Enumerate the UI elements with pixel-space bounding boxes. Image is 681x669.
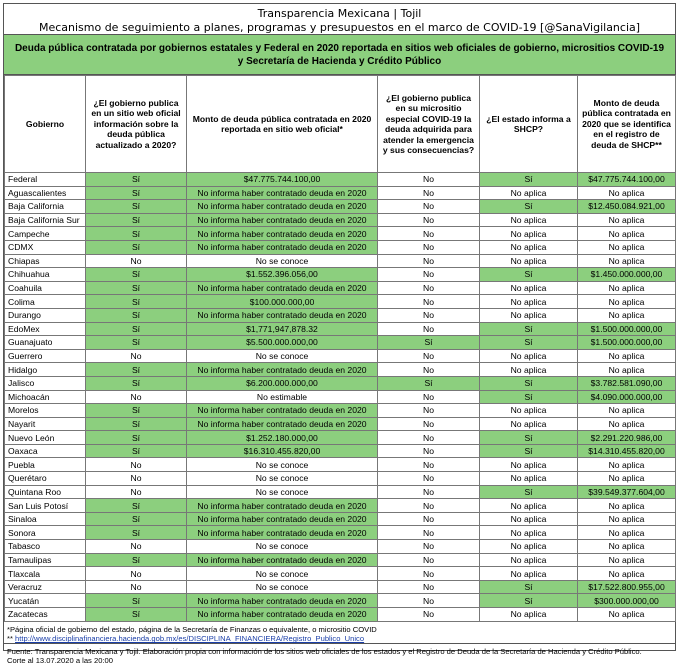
publica-web-cell: No bbox=[86, 472, 187, 486]
gobierno-cell: Durango bbox=[5, 308, 86, 322]
gobierno-cell: Querétaro bbox=[5, 472, 86, 486]
gobierno-cell: Coahuila bbox=[5, 281, 86, 295]
table-row bbox=[5, 213, 676, 227]
monto-web-cell: No informa haber contratado deuda en 2020 bbox=[187, 308, 378, 322]
gobierno-cell: Colima bbox=[5, 295, 86, 309]
informa-shcp-cell: Sí bbox=[480, 322, 578, 336]
publica-web-cell: Sí bbox=[86, 186, 187, 200]
monto-shcp-cell: No aplica bbox=[578, 240, 676, 254]
monto-shcp-cell: $1.500.000.000,00 bbox=[578, 336, 676, 350]
micrositio-cell: No bbox=[378, 254, 480, 268]
informa-shcp-cell: No aplica bbox=[480, 363, 578, 377]
micrositio-cell: No bbox=[378, 295, 480, 309]
publica-web-cell: Sí bbox=[86, 512, 187, 526]
informa-shcp-cell: No aplica bbox=[480, 567, 578, 581]
publica-web-cell: Sí bbox=[86, 526, 187, 540]
monto-shcp-cell: No aplica bbox=[578, 458, 676, 472]
source-line-1: Fuente: Transparencia Mexicana y Tojil. Elaboración propia con información de los sitios web oficiales de los estados y el Registro de Deuda de la Secretaría de Hacienda y Crédito Público. bbox=[7, 646, 642, 656]
micrositio-cell: No bbox=[378, 580, 480, 594]
table-row bbox=[5, 608, 676, 622]
monto-web-cell: No informa haber contratado deuda en 2020 bbox=[187, 499, 378, 513]
gobierno-cell: Tabasco bbox=[5, 540, 86, 554]
table-row bbox=[5, 404, 676, 418]
monto-web-cell: No se conoce bbox=[187, 349, 378, 363]
gobierno-cell: Oaxaca bbox=[5, 444, 86, 458]
table-row bbox=[5, 308, 676, 322]
monto-shcp-cell: No aplica bbox=[578, 567, 676, 581]
micrositio-cell: No bbox=[378, 417, 480, 431]
gobierno-cell: Morelos bbox=[5, 404, 86, 418]
publica-web-cell: Sí bbox=[86, 336, 187, 350]
micrositio-cell: No bbox=[378, 499, 480, 513]
footnotes bbox=[4, 622, 675, 643]
gobierno-cell: Tlaxcala bbox=[5, 567, 86, 581]
publica-web-cell: No bbox=[86, 349, 187, 363]
publica-web-cell: No bbox=[86, 567, 187, 581]
informa-shcp-cell: Sí bbox=[480, 580, 578, 594]
monto-web-cell: No informa haber contratado deuda en 2020 bbox=[187, 200, 378, 214]
micrositio-cell: No bbox=[378, 431, 480, 445]
table-row bbox=[5, 512, 676, 526]
table-row bbox=[5, 417, 676, 431]
table-row bbox=[5, 336, 676, 350]
micrositio-cell: No bbox=[378, 363, 480, 377]
monto-shcp-cell: $3.782.581.090,00 bbox=[578, 376, 676, 390]
informa-shcp-cell: No aplica bbox=[480, 404, 578, 418]
monto-shcp-cell: $47.775.744.100,00 bbox=[578, 173, 676, 187]
gobierno-cell: Michoacán bbox=[5, 390, 86, 404]
publica-web-cell: Sí bbox=[86, 281, 187, 295]
gobierno-cell: Yucatán bbox=[5, 594, 86, 608]
monto-shcp-cell: $1.450.000.000,00 bbox=[578, 268, 676, 282]
table-row bbox=[5, 444, 676, 458]
gobierno-cell: Sonora bbox=[5, 526, 86, 540]
monto-web-cell: No informa haber contratado deuda en 2020 bbox=[187, 512, 378, 526]
table-row bbox=[5, 499, 676, 513]
micrositio-cell: No bbox=[378, 349, 480, 363]
publica-web-cell: Sí bbox=[86, 295, 187, 309]
publica-web-cell: No bbox=[86, 254, 187, 268]
informa-shcp-cell: No aplica bbox=[480, 472, 578, 486]
monto-shcp-cell: No aplica bbox=[578, 213, 676, 227]
gobierno-cell: Veracruz bbox=[5, 580, 86, 594]
publica-web-cell: Sí bbox=[86, 227, 187, 241]
monto-shcp-cell: No aplica bbox=[578, 295, 676, 309]
monto-shcp-cell: No aplica bbox=[578, 540, 676, 554]
monto-shcp-cell: No aplica bbox=[578, 608, 676, 622]
informa-shcp-cell: No aplica bbox=[480, 499, 578, 513]
table-row bbox=[5, 200, 676, 214]
micrositio-cell: No bbox=[378, 553, 480, 567]
monto-shcp-cell: $2.291.220.986,00 bbox=[578, 431, 676, 445]
monto-web-cell: No se conoce bbox=[187, 458, 378, 472]
publica-web-cell: Sí bbox=[86, 431, 187, 445]
monto-shcp-cell: $1.500.000.000,00 bbox=[578, 322, 676, 336]
informa-shcp-cell: No aplica bbox=[480, 254, 578, 268]
gobierno-cell: EdoMex bbox=[5, 322, 86, 336]
informa-shcp-cell: No aplica bbox=[480, 213, 578, 227]
monto-web-cell: No estimable bbox=[187, 390, 378, 404]
gobierno-cell: Federal bbox=[5, 173, 86, 187]
micrositio-cell: No bbox=[378, 173, 480, 187]
column-header-publica-web: ¿El gobierno publica en un sitio web oficial información sobre la deuda pública actualizado a 2020? bbox=[86, 76, 187, 173]
monto-shcp-cell: No aplica bbox=[578, 281, 676, 295]
monto-web-cell: $16.310.455.820,00 bbox=[187, 444, 378, 458]
informa-shcp-cell: Sí bbox=[480, 444, 578, 458]
informa-shcp-cell: No aplica bbox=[480, 240, 578, 254]
informa-shcp-cell: Sí bbox=[480, 431, 578, 445]
table-header-row bbox=[5, 76, 676, 173]
gobierno-cell: Nuevo León bbox=[5, 431, 86, 445]
micrositio-cell: No bbox=[378, 567, 480, 581]
table-row bbox=[5, 227, 676, 241]
publica-web-cell: No bbox=[86, 485, 187, 499]
gobierno-cell: Guerrero bbox=[5, 349, 86, 363]
gobierno-cell: Hidalgo bbox=[5, 363, 86, 377]
monto-web-cell: No se conoce bbox=[187, 472, 378, 486]
table-row bbox=[5, 526, 676, 540]
publica-web-cell: Sí bbox=[86, 363, 187, 377]
table-row bbox=[5, 567, 676, 581]
monto-shcp-cell: No aplica bbox=[578, 526, 676, 540]
informa-shcp-cell: No aplica bbox=[480, 349, 578, 363]
monto-shcp-cell: No aplica bbox=[578, 254, 676, 268]
micrositio-cell: No bbox=[378, 281, 480, 295]
monto-web-cell: $1,771,947,878.32 bbox=[187, 322, 378, 336]
informa-shcp-cell: No aplica bbox=[480, 417, 578, 431]
gobierno-cell: Chihuahua bbox=[5, 268, 86, 282]
gobierno-cell: CDMX bbox=[5, 240, 86, 254]
monto-web-cell: No se conoce bbox=[187, 254, 378, 268]
informa-shcp-cell: Sí bbox=[480, 200, 578, 214]
monto-shcp-cell: No aplica bbox=[578, 417, 676, 431]
column-header-micrositio: ¿El gobierno publica en su micrositio especial COVID-19 la deuda adquirida para atender la emergencia y sus consecuencias? bbox=[378, 76, 480, 173]
micrositio-cell: No bbox=[378, 472, 480, 486]
informa-shcp-cell: Sí bbox=[480, 376, 578, 390]
gobierno-cell: Zacatecas bbox=[5, 608, 86, 622]
informa-shcp-cell: No aplica bbox=[480, 512, 578, 526]
informa-shcp-cell: No aplica bbox=[480, 308, 578, 322]
table-row bbox=[5, 349, 676, 363]
micrositio-cell: No bbox=[378, 540, 480, 554]
table-row bbox=[5, 472, 676, 486]
publica-web-cell: Sí bbox=[86, 444, 187, 458]
document-frame bbox=[3, 3, 676, 666]
informa-shcp-cell: No aplica bbox=[480, 458, 578, 472]
monto-shcp-cell: $39.549.377.604,00 bbox=[578, 485, 676, 499]
footnote-1: *Página oficial de gobierno del estado, página de la Secretaría de Finanzas o equivalente, o micrositio COVID bbox=[7, 624, 377, 634]
publica-web-cell: Sí bbox=[86, 322, 187, 336]
informa-shcp-cell: Sí bbox=[480, 173, 578, 187]
publica-web-cell: Sí bbox=[86, 404, 187, 418]
monto-web-cell: $47.775.744.100,00 bbox=[187, 173, 378, 187]
publica-web-cell: No bbox=[86, 580, 187, 594]
table-row bbox=[5, 186, 676, 200]
shcp-registry-link[interactable]: http://www.disciplinafinanciera.hacienda.gob.mx/es/DISCIPLINA_FINANCIERA/Registro_Publico_Unico bbox=[15, 634, 365, 644]
monto-web-cell: No informa haber contratado deuda en 2020 bbox=[187, 363, 378, 377]
publica-web-cell: Sí bbox=[86, 376, 187, 390]
gobierno-cell: Guanajuato bbox=[5, 336, 86, 350]
page-header bbox=[4, 4, 675, 35]
monto-shcp-cell: $300.000.000,00 bbox=[578, 594, 676, 608]
monto-web-cell: No informa haber contratado deuda en 2020 bbox=[187, 553, 378, 567]
monto-shcp-cell: No aplica bbox=[578, 472, 676, 486]
monto-web-cell: No informa haber contratado deuda en 2020 bbox=[187, 186, 378, 200]
monto-shcp-cell: No aplica bbox=[578, 186, 676, 200]
micrositio-cell: No bbox=[378, 608, 480, 622]
gobierno-cell: Chiapas bbox=[5, 254, 86, 268]
informa-shcp-cell: No aplica bbox=[480, 608, 578, 622]
table-row bbox=[5, 594, 676, 608]
monto-shcp-cell: No aplica bbox=[578, 363, 676, 377]
monto-web-cell: No informa haber contratado deuda en 2020 bbox=[187, 227, 378, 241]
monto-shcp-cell: $17.522.800.955,00 bbox=[578, 580, 676, 594]
monto-web-cell: No se conoce bbox=[187, 485, 378, 499]
informa-shcp-cell: No aplica bbox=[480, 281, 578, 295]
monto-web-cell: $1.252.180.000,00 bbox=[187, 431, 378, 445]
gobierno-cell: Baja California Sur bbox=[5, 213, 86, 227]
publica-web-cell: Sí bbox=[86, 417, 187, 431]
monto-web-cell: No informa haber contratado deuda en 2020 bbox=[187, 404, 378, 418]
informa-shcp-cell: No aplica bbox=[480, 553, 578, 567]
monto-shcp-cell: No aplica bbox=[578, 308, 676, 322]
debt-table bbox=[4, 75, 676, 622]
gobierno-cell: San Luis Potosí bbox=[5, 499, 86, 513]
micrositio-cell: No bbox=[378, 390, 480, 404]
source-note bbox=[4, 643, 675, 669]
micrositio-cell: No bbox=[378, 200, 480, 214]
publica-web-cell: Sí bbox=[86, 200, 187, 214]
monto-web-cell: $1.552.396.056,00 bbox=[187, 268, 378, 282]
monto-web-cell: No informa haber contratado deuda en 2020 bbox=[187, 213, 378, 227]
table-row bbox=[5, 240, 676, 254]
monto-web-cell: No informa haber contratado deuda en 2020 bbox=[187, 526, 378, 540]
publica-web-cell: No bbox=[86, 458, 187, 472]
monto-shcp-cell: $12.450.084.921,00 bbox=[578, 200, 676, 214]
monto-shcp-cell: No aplica bbox=[578, 499, 676, 513]
publica-web-cell: Sí bbox=[86, 499, 187, 513]
micrositio-cell: No bbox=[378, 512, 480, 526]
monto-web-cell: No informa haber contratado deuda en 2020 bbox=[187, 240, 378, 254]
monto-web-cell: No informa haber contratado deuda en 2020 bbox=[187, 281, 378, 295]
micrositio-cell: No bbox=[378, 268, 480, 282]
micrositio-cell: No bbox=[378, 485, 480, 499]
table-title: Deuda pública contratada por gobiernos estatales y Federal en 2020 reportada en sitios web oficiales de gobierno, micrositios COVID-19 y Secretaría de Hacienda y Crédito Público bbox=[4, 35, 675, 75]
informa-shcp-cell: No aplica bbox=[480, 540, 578, 554]
publica-web-cell: Sí bbox=[86, 173, 187, 187]
table-row bbox=[5, 322, 676, 336]
micrositio-cell: No bbox=[378, 213, 480, 227]
table-row bbox=[5, 458, 676, 472]
table-row bbox=[5, 254, 676, 268]
informa-shcp-cell: No aplica bbox=[480, 295, 578, 309]
monto-shcp-cell: No aplica bbox=[578, 553, 676, 567]
gobierno-cell: Sinaloa bbox=[5, 512, 86, 526]
header-line-2: Mecanismo de seguimiento a planes, programas y presupuestos en el marco de COVID-19 [@SanaVigilancia] bbox=[38, 21, 641, 34]
monto-shcp-cell: $14.310.455.820,00 bbox=[578, 444, 676, 458]
table-row bbox=[5, 295, 676, 309]
monto-web-cell: No se conoce bbox=[187, 540, 378, 554]
column-header-gobierno: Gobierno bbox=[5, 76, 86, 173]
micrositio-cell: No bbox=[378, 186, 480, 200]
informa-shcp-cell: No aplica bbox=[480, 227, 578, 241]
table-row bbox=[5, 173, 676, 187]
gobierno-cell: Jalisco bbox=[5, 376, 86, 390]
publica-web-cell: Sí bbox=[86, 213, 187, 227]
monto-shcp-cell: No aplica bbox=[578, 512, 676, 526]
column-header-monto-web: Monto de deuda pública contratada en 2020 reportada en sitio web oficial* bbox=[187, 76, 378, 173]
publica-web-cell: No bbox=[86, 540, 187, 554]
informa-shcp-cell: Sí bbox=[480, 268, 578, 282]
table-body bbox=[5, 173, 676, 622]
gobierno-cell: Quintana Roo bbox=[5, 485, 86, 499]
table-row bbox=[5, 485, 676, 499]
table-row bbox=[5, 431, 676, 445]
micrositio-cell: No bbox=[378, 458, 480, 472]
column-header-informa-shcp: ¿El estado informa a SHCP? bbox=[480, 76, 578, 173]
micrositio-cell: Sí bbox=[378, 336, 480, 350]
footnote-2-prefix: ** bbox=[7, 634, 16, 644]
micrositio-cell: No bbox=[378, 227, 480, 241]
gobierno-cell: Aguascalientes bbox=[5, 186, 86, 200]
informa-shcp-cell: Sí bbox=[480, 336, 578, 350]
micrositio-cell: No bbox=[378, 308, 480, 322]
table-row bbox=[5, 390, 676, 404]
gobierno-cell: Campeche bbox=[5, 227, 86, 241]
monto-shcp-cell: No aplica bbox=[578, 227, 676, 241]
monto-web-cell: $100.000.000,00 bbox=[187, 295, 378, 309]
monto-web-cell: $6.200.000.000,00 bbox=[187, 376, 378, 390]
monto-shcp-cell: No aplica bbox=[578, 404, 676, 418]
gobierno-cell: Baja California bbox=[5, 200, 86, 214]
table-row bbox=[5, 376, 676, 390]
informa-shcp-cell: Sí bbox=[480, 390, 578, 404]
micrositio-cell: Sí bbox=[378, 376, 480, 390]
table-row bbox=[5, 268, 676, 282]
monto-web-cell: No informa haber contratado deuda en 2020 bbox=[187, 594, 378, 608]
monto-web-cell: $5.500.000.000,00 bbox=[187, 336, 378, 350]
publica-web-cell: Sí bbox=[86, 608, 187, 622]
table-row bbox=[5, 363, 676, 377]
micrositio-cell: No bbox=[378, 404, 480, 418]
monto-web-cell: No informa haber contratado deuda en 2020 bbox=[187, 608, 378, 622]
informa-shcp-cell: Sí bbox=[480, 594, 578, 608]
table-row bbox=[5, 580, 676, 594]
table-row bbox=[5, 540, 676, 554]
micrositio-cell: No bbox=[378, 444, 480, 458]
publica-web-cell: Sí bbox=[86, 553, 187, 567]
micrositio-cell: No bbox=[378, 240, 480, 254]
micrositio-cell: No bbox=[378, 526, 480, 540]
monto-shcp-cell: $4.090.000.000,00 bbox=[578, 390, 676, 404]
monto-web-cell: No se conoce bbox=[187, 580, 378, 594]
monto-web-cell: No informa haber contratado deuda en 2020 bbox=[187, 417, 378, 431]
publica-web-cell: Sí bbox=[86, 594, 187, 608]
informa-shcp-cell: No aplica bbox=[480, 186, 578, 200]
informa-shcp-cell: Sí bbox=[480, 485, 578, 499]
publica-web-cell: Sí bbox=[86, 240, 187, 254]
publica-web-cell: Sí bbox=[86, 308, 187, 322]
header-line-1: Transparencia Mexicana | Tojil bbox=[257, 7, 422, 20]
gobierno-cell: Puebla bbox=[5, 458, 86, 472]
table-row bbox=[5, 553, 676, 567]
monto-shcp-cell: No aplica bbox=[578, 349, 676, 363]
gobierno-cell: Tamaulipas bbox=[5, 553, 86, 567]
publica-web-cell: No bbox=[86, 390, 187, 404]
micrositio-cell: No bbox=[378, 322, 480, 336]
informa-shcp-cell: No aplica bbox=[480, 526, 578, 540]
gobierno-cell: Nayarit bbox=[5, 417, 86, 431]
publica-web-cell: Sí bbox=[86, 268, 187, 282]
column-header-monto-shcp: Monto de deuda pública contratada en 2020 que se identifica en el registro de deuda de SHCP** bbox=[578, 76, 676, 173]
monto-web-cell: No se conoce bbox=[187, 567, 378, 581]
table-row bbox=[5, 281, 676, 295]
source-line-2: Corte al 13.07.2020 a las 20:00 bbox=[7, 656, 113, 666]
micrositio-cell: No bbox=[378, 594, 480, 608]
